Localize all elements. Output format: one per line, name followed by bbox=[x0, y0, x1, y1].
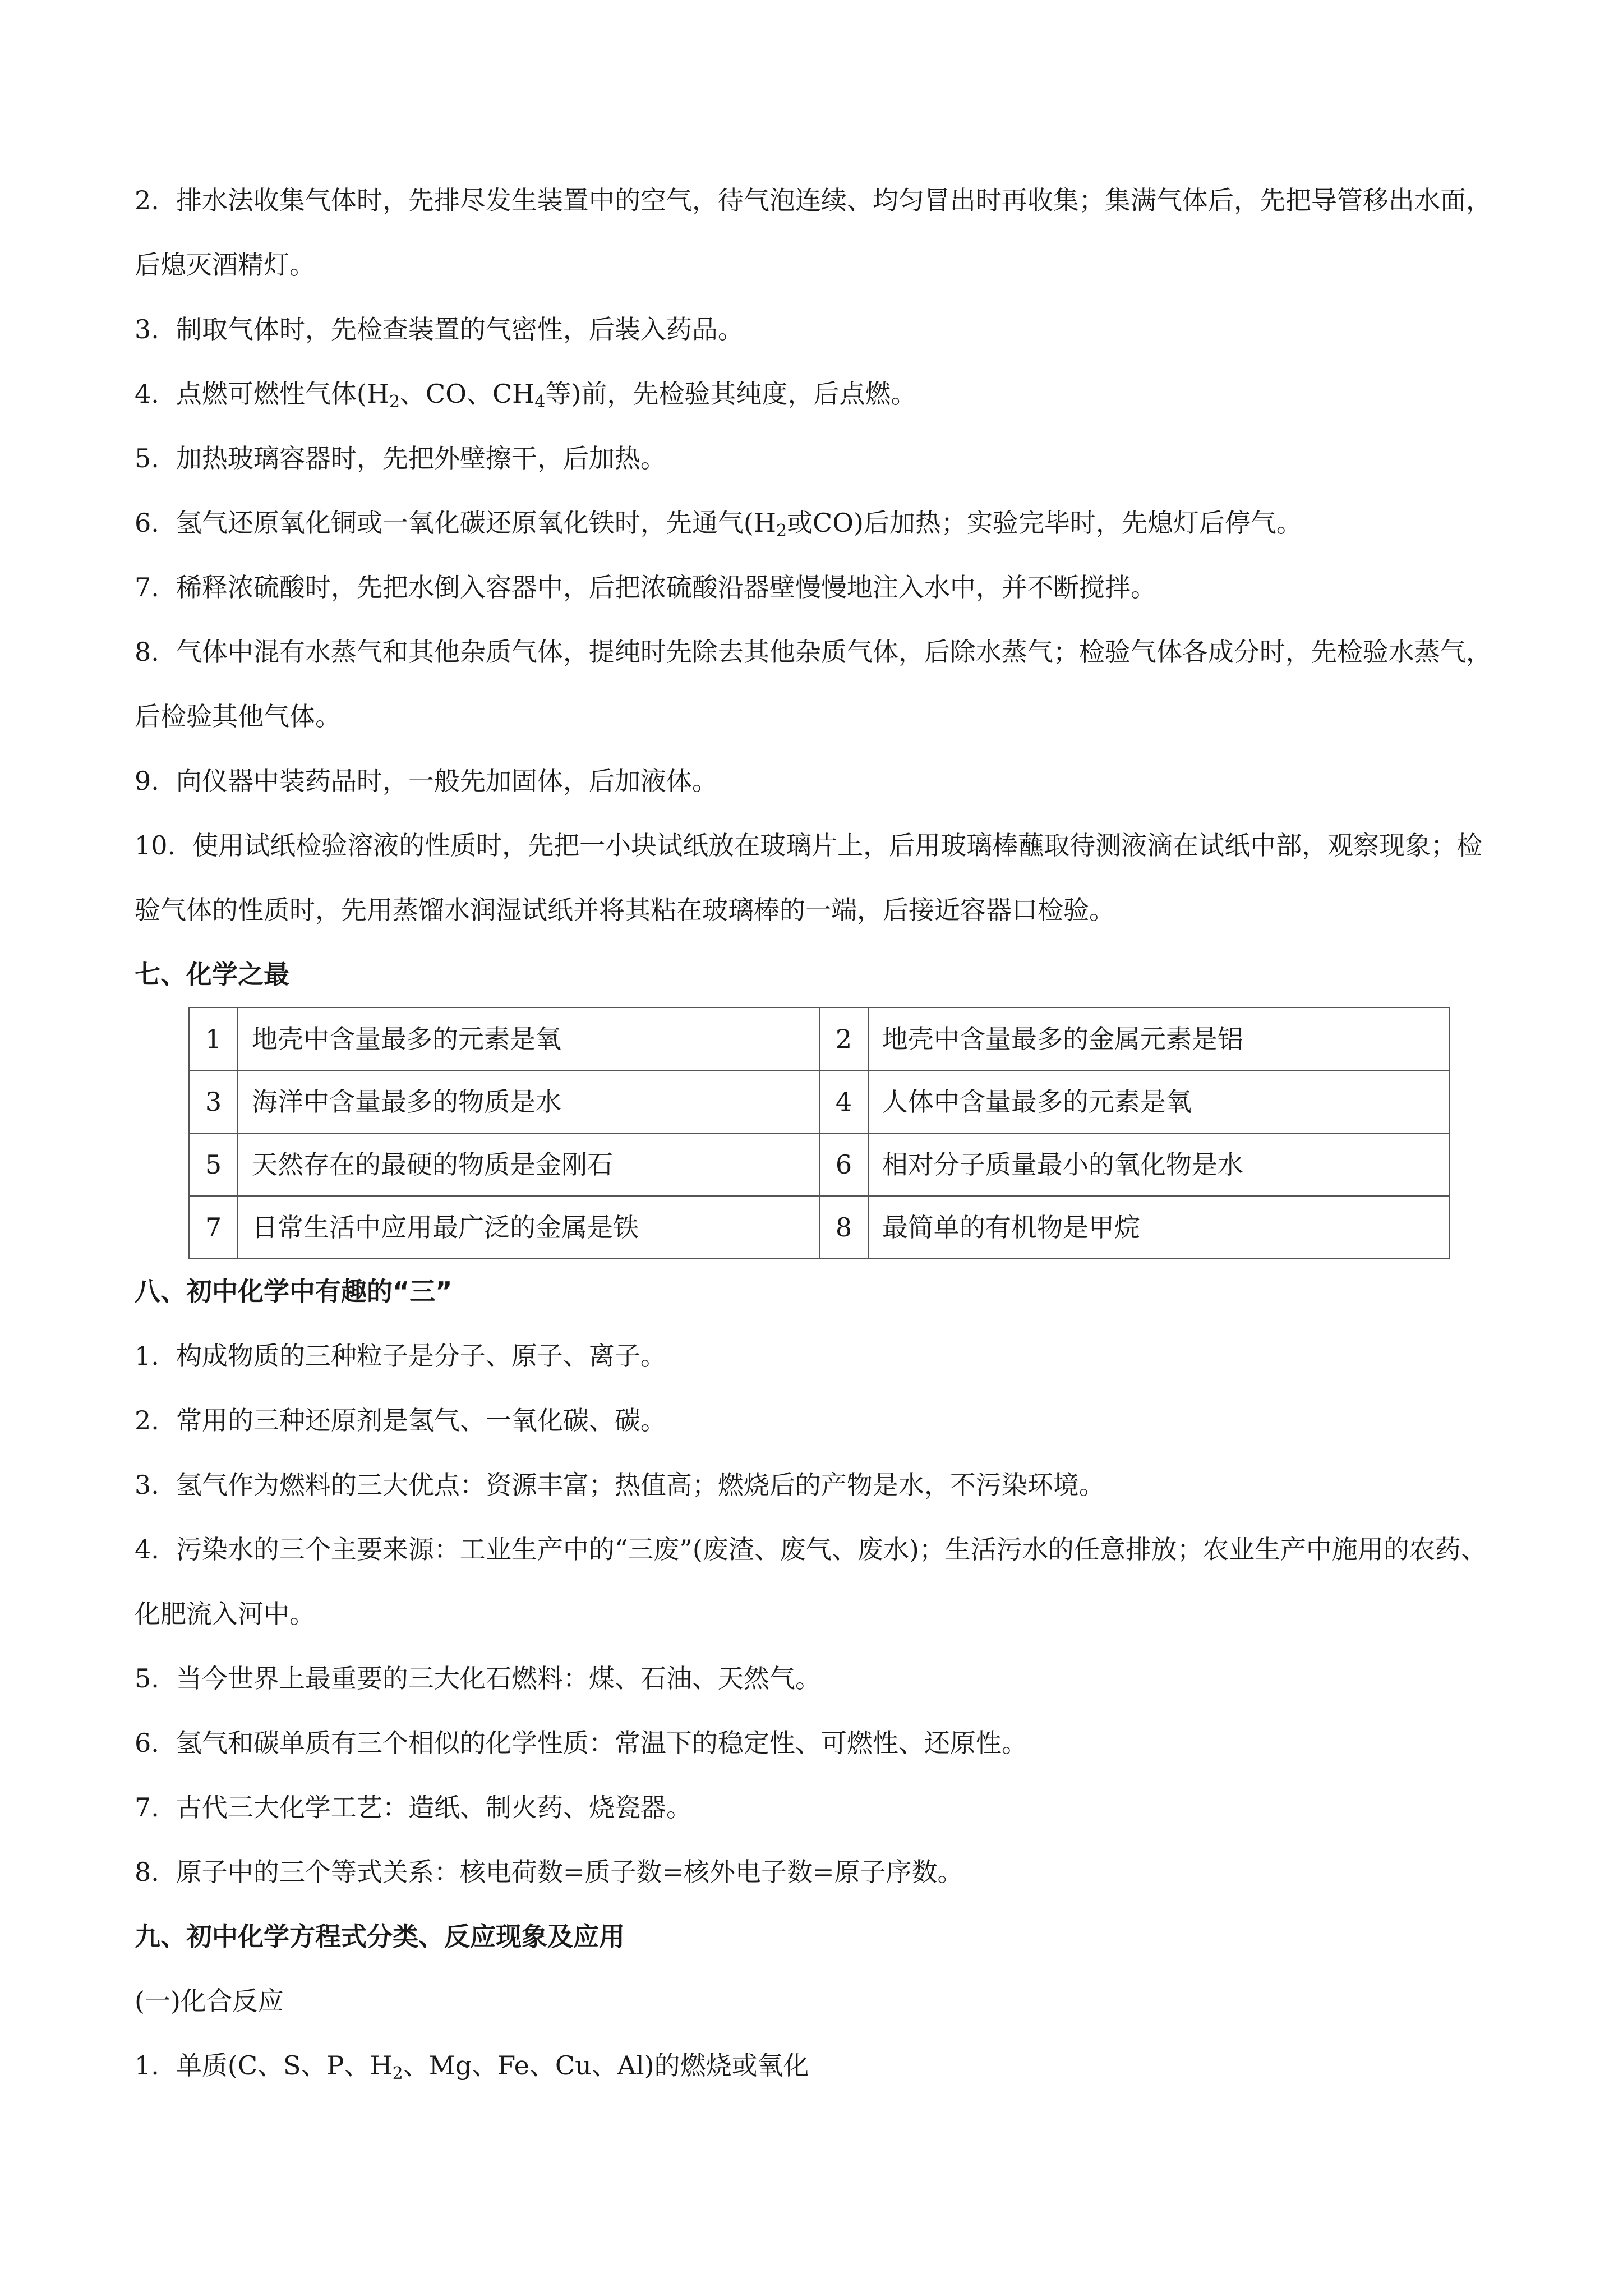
item-text: 使用试纸检验溶液的性质时，先把一小块试纸放在玻璃片上，后用玻璃棒蘸取待测液滴在试纸中部，观察现象；检验气体的性质时，先用蒸馏水润湿试纸并将其粘在玻璃棒的一端，后接近容器口检验。 bbox=[135, 830, 1483, 925]
item-text: 稀释浓硫酸时，先把水倒入容器中，后把浓硫酸沿器壁慢慢地注入水中，并不断搅拌。 bbox=[176, 572, 1156, 602]
item-number: 9. bbox=[135, 766, 159, 796]
subscript: 4 bbox=[534, 392, 546, 412]
item-number: 3. bbox=[135, 1470, 159, 1500]
item-text-part: 等)前，先检验其纯度，后点燃。 bbox=[545, 379, 917, 409]
item-number: 8. bbox=[135, 1857, 159, 1887]
item-text: 气体中混有水蒸气和其他杂质气体，提纯时先除去其他杂质气体，后除水蒸气；检验气体各成分时，先检验水蒸气，后检验其他气体。 bbox=[135, 637, 1492, 731]
list-item bbox=[135, 168, 1492, 297]
table-row bbox=[189, 1196, 1450, 1259]
list-item bbox=[135, 1775, 1492, 1840]
table-cell-index: 7 bbox=[189, 1196, 238, 1259]
item-text-part: 、CO、CH bbox=[400, 379, 535, 409]
table-cell-index: 8 bbox=[819, 1196, 868, 1259]
list-item bbox=[135, 1388, 1492, 1453]
item-number: 1. bbox=[135, 1341, 159, 1371]
table-cell-text: 地壳中含量最多的元素是氧 bbox=[238, 1007, 819, 1070]
table-cell-text: 地壳中含量最多的金属元素是铝 bbox=[868, 1007, 1450, 1070]
table-cell-text: 最简单的有机物是甲烷 bbox=[868, 1196, 1450, 1259]
subscript: 2 bbox=[776, 521, 787, 541]
item-number: 4. bbox=[135, 379, 159, 409]
list-item bbox=[135, 362, 1492, 426]
list-item bbox=[135, 426, 1492, 491]
item-text: 加热玻璃容器时，先把外壁擦干，后加热。 bbox=[176, 443, 666, 473]
list-item bbox=[135, 1840, 1492, 1904]
item-text: 向仪器中装药品时，一般先加固体，后加液体。 bbox=[176, 766, 718, 796]
subscript: 2 bbox=[389, 392, 400, 412]
section-heading: 七、化学之最 bbox=[135, 959, 289, 990]
item-number: 3. bbox=[135, 314, 159, 344]
table-cell-index: 1 bbox=[189, 1007, 238, 1070]
item-text: 构成物质的三种粒子是分子、原子、离子。 bbox=[176, 1341, 666, 1371]
table-cell-index: 2 bbox=[819, 1007, 868, 1070]
item-number: 10. bbox=[135, 830, 176, 861]
table-cell-text: 相对分子质量最小的氧化物是水 bbox=[868, 1133, 1450, 1196]
item-number: 6. bbox=[135, 508, 159, 538]
item-text: 排水法收集气体时，先排尽发生装置中的空气，待气泡连续、均匀冒出时再收集；集满气体后，先把导管移出水面，后熄灭酒精灯。 bbox=[135, 185, 1492, 280]
item-number: 5. bbox=[135, 1663, 159, 1694]
item-text: 原子中的三个等式关系：核电荷数=质子数=核外电子数=原子序数。 bbox=[176, 1857, 963, 1887]
item-text-part: 或CO)后加热；实验完毕时，先熄灯后停气。 bbox=[787, 508, 1302, 538]
page-content bbox=[135, 168, 1492, 2098]
item-number: 7. bbox=[135, 1792, 159, 1823]
item-text: 制取气体时，先检查装置的气密性，后装入药品。 bbox=[176, 314, 744, 344]
table-row bbox=[189, 1133, 1450, 1196]
list-item bbox=[135, 1646, 1492, 1711]
item-number: 2. bbox=[135, 1405, 159, 1435]
item-text-part: 氢气还原氧化铜或一氧化碳还原氧化铁时，先通气(H bbox=[176, 508, 776, 538]
table-cell-index: 4 bbox=[819, 1070, 868, 1133]
list-item bbox=[135, 620, 1492, 749]
list-item bbox=[135, 1711, 1492, 1775]
table-cell-index: 6 bbox=[819, 1133, 868, 1196]
item-text: 古代三大化学工艺：造纸、制火药、烧瓷器。 bbox=[176, 1792, 692, 1823]
table-cell-text: 海洋中含量最多的物质是水 bbox=[238, 1070, 819, 1133]
subsection-heading: (一)化合反应 bbox=[135, 1986, 284, 2016]
table-cell-text: 天然存在的最硬的物质是金刚石 bbox=[238, 1133, 819, 1196]
list-item bbox=[135, 555, 1492, 620]
item-number: 8. bbox=[135, 637, 159, 667]
table-cell-text: 人体中含量最多的元素是氧 bbox=[868, 1070, 1450, 1133]
chemistry-superlatives-table bbox=[188, 1007, 1450, 1259]
item-number: 5. bbox=[135, 443, 159, 473]
list-item bbox=[135, 297, 1492, 362]
list-item bbox=[135, 813, 1492, 942]
item-text: 污染水的三个主要来源：工业生产中的“三废”(废渣、废气、废水)；生活污水的任意排放；农业生产中施用的农药、化肥流入河中。 bbox=[135, 1534, 1487, 1629]
item-text-part: 单质(C、S、P、H bbox=[176, 2050, 393, 2081]
table-cell-index: 5 bbox=[189, 1133, 238, 1196]
item-text-part: 、Mg、Fe、Cu、Al)的燃烧或氧化 bbox=[403, 2050, 809, 2081]
item-number: 4. bbox=[135, 1534, 159, 1565]
list-item bbox=[135, 2033, 1492, 2098]
table-row bbox=[189, 1007, 1450, 1070]
list-item bbox=[135, 1453, 1492, 1517]
table-row bbox=[189, 1070, 1450, 1133]
item-number: 2. bbox=[135, 185, 159, 215]
item-text: 氢气作为燃料的三大优点：资源丰富；热值高；燃烧后的产物是水，不污染环境。 bbox=[176, 1470, 1105, 1500]
table-cell-text: 日常生活中应用最广泛的金属是铁 bbox=[238, 1196, 819, 1259]
section-heading: 八、初中化学中有趣的“三” bbox=[135, 1276, 453, 1306]
item-text: 常用的三种还原剂是氢气、一氧化碳、碳。 bbox=[176, 1405, 666, 1435]
table-cell-index: 3 bbox=[189, 1070, 238, 1133]
list-item bbox=[135, 749, 1492, 813]
item-number: 7. bbox=[135, 572, 159, 602]
item-text: 当今世界上最重要的三大化石燃料：煤、石油、天然气。 bbox=[176, 1663, 821, 1694]
section-heading: 九、初中化学方程式分类、反应现象及应用 bbox=[135, 1921, 625, 1952]
item-number: 1. bbox=[135, 2050, 159, 2081]
list-item bbox=[135, 1324, 1492, 1388]
item-text-part: 点燃可燃性气体(H bbox=[176, 379, 389, 409]
item-number: 6. bbox=[135, 1728, 159, 1758]
list-item bbox=[135, 491, 1492, 555]
list-item bbox=[135, 1517, 1492, 1646]
subscript: 2 bbox=[392, 2064, 403, 2083]
item-text: 氢气和碳单质有三个相似的化学性质：常温下的稳定性、可燃性、还原性。 bbox=[176, 1728, 1027, 1758]
